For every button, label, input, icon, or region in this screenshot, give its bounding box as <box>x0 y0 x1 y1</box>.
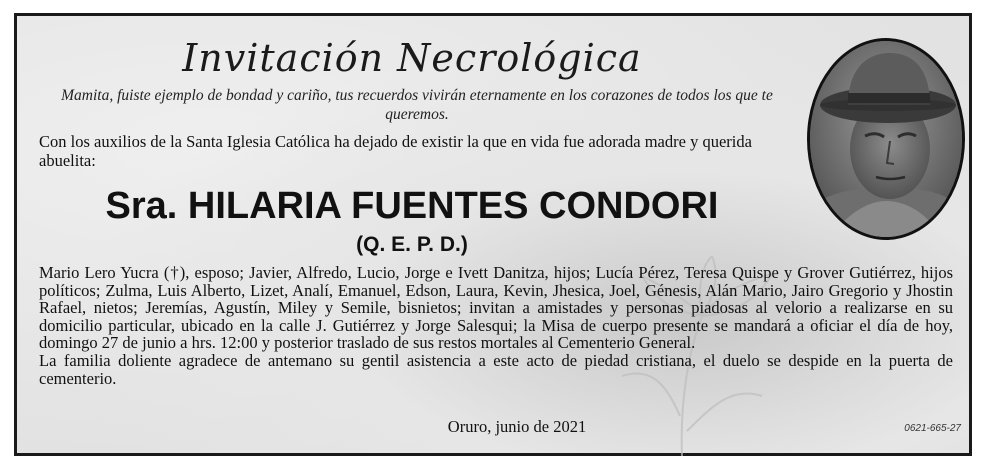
intro-text: Con los auxilios de la Santa Iglesia Católica ha dejado de existir la que en vida fue adorada madre y querida abuelita: <box>39 132 752 170</box>
place-date: Oruro, junio de 2021 <box>447 417 587 436</box>
family-paragraph: Mario Lero Yucra (†), esposo; Javier, Alfredo, Lucio, Jorge e Ivett Danitza, hijos; Lucía Pérez, Teresa Quispe y Grover Gutiérrez, hijos políticos; Zulma, Luis Alberto, Lizet, Analí, Emanuel, Edson, Laura, Kevin, Jhesica, Joel, Génesis, Alán Mario, Jairo Gregorio y Jhostin Rafael, nietos; Jeremías, Agustín, Miley y Semile, bisnietos; invitan a amistades y personas piadosas al velorio a realizarse en su domicilio particular, ubicado en la calle J. Gutiérrez y Jorge Salesqui; la Misa de cuerpo presente se mandará a oficiar el día de hoy, domingo 27 de junio a hrs. 12:00 y posterior traslado de sus restos mortales al Cementerio General. <box>39 263 953 353</box>
obituary-frame <box>14 13 972 456</box>
qepd-label: (Q. E. P. D.) <box>356 233 468 256</box>
notice-body <box>39 264 953 387</box>
thanks-paragraph: La familia doliente agradece de antemano su gentil asistencia a este acto de piedad cristiana, el duelo se despide en la puerta de cementerio. <box>39 350 953 388</box>
ad-code: 0621-665-27 <box>904 423 961 434</box>
deceased-name: Sra. HILARIA FUENTES CONDORI <box>105 185 719 227</box>
notice-title: Invitación Necrológica <box>182 36 642 80</box>
tribute-quote: Mamita, fuiste ejemplo de bondad y cariño, tus recuerdos vivirán eternamente en los corazones de todos los que te queremos. <box>61 87 773 123</box>
portrait-photo <box>807 38 965 240</box>
